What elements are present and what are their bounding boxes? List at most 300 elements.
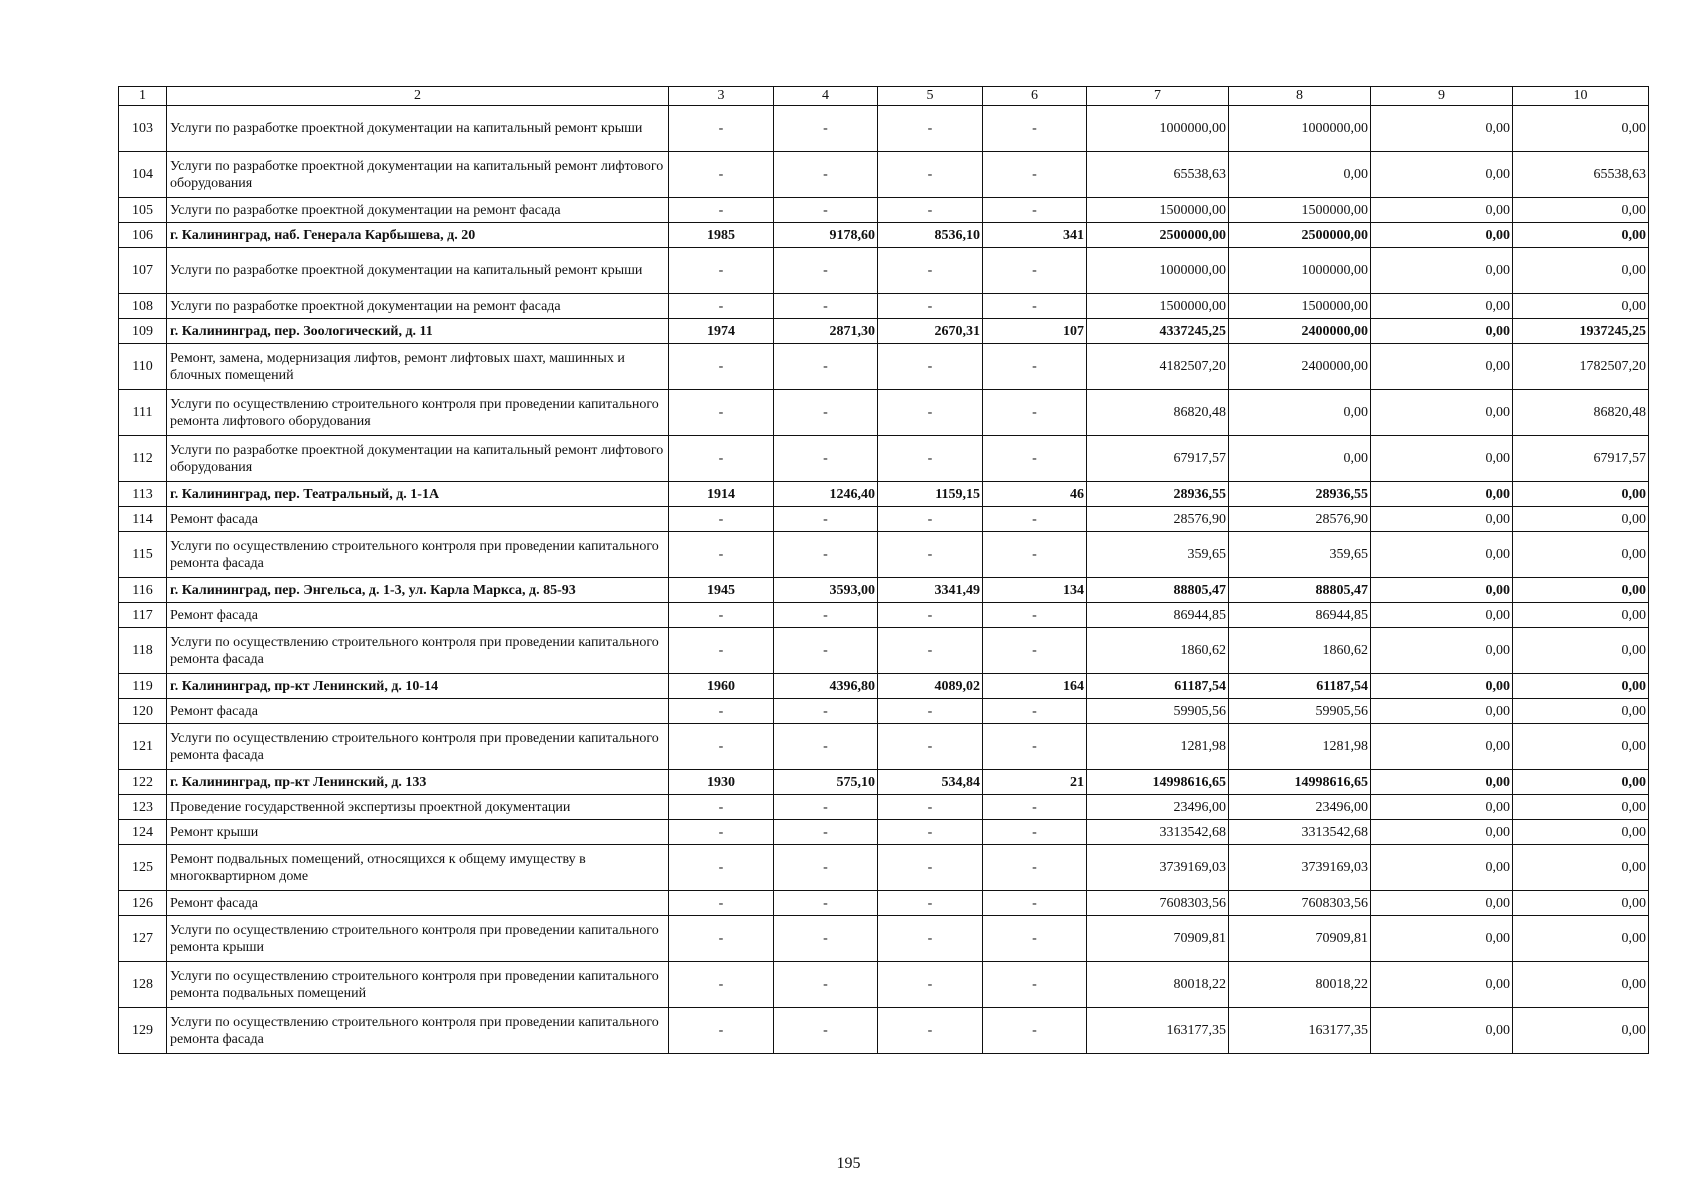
table-row (119, 820, 1649, 845)
table-row (119, 106, 1649, 152)
row-number: 118 (119, 628, 167, 674)
cell-col-4: 575,10 (774, 770, 878, 795)
cell-col-6: - (983, 916, 1087, 962)
cell-col-7: 28936,55 (1087, 482, 1229, 507)
table-row (119, 699, 1649, 724)
cell-col-10: 0,00 (1513, 962, 1649, 1008)
cell-col-8: 0,00 (1229, 436, 1371, 482)
cell-col-9: 0,00 (1371, 198, 1513, 223)
row-description: Услуги по осуществлению строительного контроля при проведении капитального ремонта фасада (167, 724, 669, 770)
cell-col-5: 1159,15 (878, 482, 983, 507)
cell-col-3: - (669, 795, 774, 820)
row-number: 107 (119, 248, 167, 294)
cell-col-10: 0,00 (1513, 916, 1649, 962)
cell-col-10: 0,00 (1513, 578, 1649, 603)
cell-col-10: 0,00 (1513, 532, 1649, 578)
row-description: Ремонт фасада (167, 891, 669, 916)
cell-col-5: - (878, 845, 983, 891)
row-number: 121 (119, 724, 167, 770)
column-number: 5 (878, 87, 983, 106)
cell-col-6: - (983, 532, 1087, 578)
cell-col-8: 86944,85 (1229, 603, 1371, 628)
cell-col-10: 0,00 (1513, 724, 1649, 770)
cell-col-6: - (983, 603, 1087, 628)
cell-col-6: 46 (983, 482, 1087, 507)
table-row (119, 1008, 1649, 1054)
cell-col-10: 0,00 (1513, 820, 1649, 845)
cell-col-3: - (669, 106, 774, 152)
cell-col-8: 359,65 (1229, 532, 1371, 578)
cell-col-4: - (774, 962, 878, 1008)
cell-col-4: - (774, 532, 878, 578)
column-number: 6 (983, 87, 1087, 106)
cell-col-5: - (878, 699, 983, 724)
cell-col-9: 0,00 (1371, 152, 1513, 198)
row-description: Услуги по разработке проектной документации на ремонт фасада (167, 294, 669, 319)
cell-col-6: 134 (983, 578, 1087, 603)
cell-col-8: 3313542,68 (1229, 820, 1371, 845)
cell-col-6: - (983, 198, 1087, 223)
cell-col-3: - (669, 390, 774, 436)
row-number: 125 (119, 845, 167, 891)
cell-col-8: 1000000,00 (1229, 106, 1371, 152)
cell-col-5: - (878, 507, 983, 532)
row-description: Услуги по разработке проектной документации на капитальный ремонт лифтового оборудования (167, 152, 669, 198)
cell-col-9: 0,00 (1371, 795, 1513, 820)
cell-col-7: 2500000,00 (1087, 223, 1229, 248)
row-number: 110 (119, 344, 167, 390)
cell-col-4: 1246,40 (774, 482, 878, 507)
cell-col-10: 0,00 (1513, 628, 1649, 674)
capital-repair-table (118, 86, 1649, 1054)
column-number: 9 (1371, 87, 1513, 106)
cell-col-3: - (669, 344, 774, 390)
table-row (119, 532, 1649, 578)
table-row (119, 962, 1649, 1008)
cell-col-8: 61187,54 (1229, 674, 1371, 699)
cell-col-7: 61187,54 (1087, 674, 1229, 699)
cell-col-3: - (669, 152, 774, 198)
cell-col-4: 9178,60 (774, 223, 878, 248)
row-number: 127 (119, 916, 167, 962)
cell-col-6: - (983, 152, 1087, 198)
column-number: 7 (1087, 87, 1229, 106)
cell-col-8: 0,00 (1229, 152, 1371, 198)
cell-col-9: 0,00 (1371, 1008, 1513, 1054)
cell-col-10: 65538,63 (1513, 152, 1649, 198)
cell-col-6: - (983, 820, 1087, 845)
cell-col-8: 23496,00 (1229, 795, 1371, 820)
cell-col-5: - (878, 152, 983, 198)
cell-col-3: - (669, 699, 774, 724)
cell-col-10: 0,00 (1513, 674, 1649, 699)
cell-col-4: - (774, 390, 878, 436)
row-number: 113 (119, 482, 167, 507)
cell-col-8: 14998616,65 (1229, 770, 1371, 795)
cell-col-9: 0,00 (1371, 106, 1513, 152)
cell-col-10: 0,00 (1513, 770, 1649, 795)
address-row (119, 770, 1649, 795)
table-row (119, 198, 1649, 223)
cell-col-7: 1500000,00 (1087, 294, 1229, 319)
table-row (119, 845, 1649, 891)
row-description: Ремонт крыши (167, 820, 669, 845)
cell-col-7: 359,65 (1087, 532, 1229, 578)
row-number: 104 (119, 152, 167, 198)
cell-col-7: 1000000,00 (1087, 106, 1229, 152)
cell-col-4: - (774, 724, 878, 770)
row-number: 129 (119, 1008, 167, 1054)
cell-col-9: 0,00 (1371, 962, 1513, 1008)
cell-col-5: 3341,49 (878, 578, 983, 603)
cell-col-6: - (983, 248, 1087, 294)
cell-col-10: 0,00 (1513, 482, 1649, 507)
cell-col-3: 1974 (669, 319, 774, 344)
cell-col-4: - (774, 891, 878, 916)
cell-col-4: - (774, 152, 878, 198)
row-description: Услуги по осуществлению строительного контроля при проведении капитального ремонта крыши (167, 916, 669, 962)
row-number: 123 (119, 795, 167, 820)
cell-col-8: 2400000,00 (1229, 319, 1371, 344)
cell-col-7: 86820,48 (1087, 390, 1229, 436)
cell-col-9: 0,00 (1371, 436, 1513, 482)
cell-col-9: 0,00 (1371, 390, 1513, 436)
cell-col-4: 2871,30 (774, 319, 878, 344)
cell-col-3: - (669, 962, 774, 1008)
column-number: 4 (774, 87, 878, 106)
cell-col-9: 0,00 (1371, 344, 1513, 390)
cell-col-4: - (774, 248, 878, 294)
row-number: 119 (119, 674, 167, 699)
table-row (119, 507, 1649, 532)
cell-col-10: 1937245,25 (1513, 319, 1649, 344)
cell-col-9: 0,00 (1371, 507, 1513, 532)
cell-col-8: 80018,22 (1229, 962, 1371, 1008)
cell-col-7: 1500000,00 (1087, 198, 1229, 223)
cell-col-8: 1281,98 (1229, 724, 1371, 770)
table-row (119, 628, 1649, 674)
cell-col-9: 0,00 (1371, 891, 1513, 916)
cell-col-10: 1782507,20 (1513, 344, 1649, 390)
cell-col-3: 1985 (669, 223, 774, 248)
cell-col-10: 0,00 (1513, 198, 1649, 223)
cell-col-3: - (669, 532, 774, 578)
cell-col-3: 1945 (669, 578, 774, 603)
cell-col-7: 1281,98 (1087, 724, 1229, 770)
cell-col-6: 107 (983, 319, 1087, 344)
cell-col-5: - (878, 820, 983, 845)
cell-col-6: - (983, 795, 1087, 820)
cell-col-6: - (983, 845, 1087, 891)
cell-col-7: 70909,81 (1087, 916, 1229, 962)
cell-col-6: - (983, 507, 1087, 532)
cell-col-4: 3593,00 (774, 578, 878, 603)
cell-col-7: 1000000,00 (1087, 248, 1229, 294)
cell-col-4: - (774, 699, 878, 724)
cell-col-5: - (878, 795, 983, 820)
column-number: 10 (1513, 87, 1649, 106)
table-row (119, 603, 1649, 628)
row-number: 126 (119, 891, 167, 916)
cell-col-4: - (774, 916, 878, 962)
cell-col-3: - (669, 845, 774, 891)
cell-col-8: 88805,47 (1229, 578, 1371, 603)
row-description: г. Калининград, наб. Генерала Карбышева, д. 20 (167, 223, 669, 248)
row-description: Ремонт, замена, модернизация лифтов, ремонт лифтовых шахт, машинных и блочных помещений (167, 344, 669, 390)
cell-col-9: 0,00 (1371, 248, 1513, 294)
row-description: Услуги по осуществлению строительного контроля при проведении капитального ремонта фасада (167, 532, 669, 578)
row-description: Услуги по разработке проектной документации на капитальный ремонт крыши (167, 248, 669, 294)
cell-col-8: 1000000,00 (1229, 248, 1371, 294)
cell-col-3: - (669, 628, 774, 674)
cell-col-5: - (878, 248, 983, 294)
cell-col-6: - (983, 436, 1087, 482)
column-number: 8 (1229, 87, 1371, 106)
row-number: 120 (119, 699, 167, 724)
table-row (119, 344, 1649, 390)
cell-col-4: - (774, 436, 878, 482)
table-row (119, 248, 1649, 294)
row-description: Услуги по осуществлению строительного контроля при проведении капитального ремонта лифтового оборудования (167, 390, 669, 436)
row-description: г. Калининград, пр-кт Ленинский, д. 10-14 (167, 674, 669, 699)
cell-col-6: - (983, 390, 1087, 436)
cell-col-9: 0,00 (1371, 603, 1513, 628)
cell-col-8: 163177,35 (1229, 1008, 1371, 1054)
cell-col-3: - (669, 198, 774, 223)
row-number: 112 (119, 436, 167, 482)
cell-col-5: - (878, 106, 983, 152)
cell-col-3: 1914 (669, 482, 774, 507)
row-number: 109 (119, 319, 167, 344)
cell-col-4: - (774, 1008, 878, 1054)
cell-col-5: 2670,31 (878, 319, 983, 344)
cell-col-5: - (878, 891, 983, 916)
cell-col-9: 0,00 (1371, 482, 1513, 507)
cell-col-4: - (774, 507, 878, 532)
cell-col-3: - (669, 603, 774, 628)
cell-col-5: - (878, 344, 983, 390)
cell-col-9: 0,00 (1371, 770, 1513, 795)
cell-col-9: 0,00 (1371, 724, 1513, 770)
row-description: Услуги по разработке проектной документации на капитальный ремонт крыши (167, 106, 669, 152)
cell-col-3: - (669, 820, 774, 845)
row-number: 116 (119, 578, 167, 603)
table-body (119, 87, 1649, 1054)
row-number: 105 (119, 198, 167, 223)
cell-col-7: 88805,47 (1087, 578, 1229, 603)
row-description: г. Калининград, пер. Зоологический, д. 11 (167, 319, 669, 344)
row-description: Услуги по осуществлению строительного контроля при проведении капитального ремонта фасада (167, 1008, 669, 1054)
cell-col-3: 1960 (669, 674, 774, 699)
cell-col-10: 0,00 (1513, 507, 1649, 532)
cell-col-7: 65538,63 (1087, 152, 1229, 198)
page-number: 195 (836, 1155, 861, 1172)
cell-col-4: - (774, 603, 878, 628)
table-row (119, 916, 1649, 962)
cell-col-8: 3739169,03 (1229, 845, 1371, 891)
cell-col-5: - (878, 436, 983, 482)
table-row (119, 294, 1649, 319)
cell-col-8: 2400000,00 (1229, 344, 1371, 390)
cell-col-3: - (669, 1008, 774, 1054)
cell-col-5: - (878, 916, 983, 962)
table-row (119, 436, 1649, 482)
cell-col-4: - (774, 106, 878, 152)
column-number: 3 (669, 87, 774, 106)
cell-col-3: - (669, 436, 774, 482)
cell-col-5: - (878, 198, 983, 223)
column-number: 1 (119, 87, 167, 106)
cell-col-5: - (878, 390, 983, 436)
cell-col-8: 0,00 (1229, 390, 1371, 436)
cell-col-8: 59905,56 (1229, 699, 1371, 724)
column-number-row (119, 87, 1649, 106)
cell-col-10: 0,00 (1513, 106, 1649, 152)
cell-col-7: 14998616,65 (1087, 770, 1229, 795)
address-row (119, 578, 1649, 603)
cell-col-10: 0,00 (1513, 1008, 1649, 1054)
address-row (119, 674, 1649, 699)
cell-col-8: 1500000,00 (1229, 294, 1371, 319)
row-description: Ремонт фасада (167, 603, 669, 628)
cell-col-4: 4396,80 (774, 674, 878, 699)
cell-col-5: - (878, 603, 983, 628)
cell-col-6: 341 (983, 223, 1087, 248)
cell-col-10: 67917,57 (1513, 436, 1649, 482)
column-number: 2 (167, 87, 669, 106)
cell-col-7: 23496,00 (1087, 795, 1229, 820)
cell-col-10: 0,00 (1513, 294, 1649, 319)
cell-col-9: 0,00 (1371, 674, 1513, 699)
cell-col-6: - (983, 628, 1087, 674)
row-number: 108 (119, 294, 167, 319)
cell-col-8: 1860,62 (1229, 628, 1371, 674)
cell-col-3: - (669, 507, 774, 532)
cell-col-7: 28576,90 (1087, 507, 1229, 532)
row-description: г. Калининград, пр-кт Ленинский, д. 133 (167, 770, 669, 795)
cell-col-9: 0,00 (1371, 916, 1513, 962)
cell-col-7: 3739169,03 (1087, 845, 1229, 891)
cell-col-3: - (669, 891, 774, 916)
row-number: 115 (119, 532, 167, 578)
row-description: Ремонт фасада (167, 507, 669, 532)
cell-col-3: - (669, 724, 774, 770)
cell-col-6: - (983, 294, 1087, 319)
row-description: г. Калининград, пер. Театральный, д. 1-1А (167, 482, 669, 507)
cell-col-5: - (878, 294, 983, 319)
address-row (119, 482, 1649, 507)
cell-col-7: 80018,22 (1087, 962, 1229, 1008)
cell-col-4: - (774, 198, 878, 223)
cell-col-5: - (878, 962, 983, 1008)
row-number: 124 (119, 820, 167, 845)
cell-col-5: 8536,10 (878, 223, 983, 248)
cell-col-9: 0,00 (1371, 294, 1513, 319)
row-description: Услуги по осуществлению строительного контроля при проведении капитального ремонта фасада (167, 628, 669, 674)
cell-col-10: 0,00 (1513, 223, 1649, 248)
cell-col-10: 0,00 (1513, 248, 1649, 294)
cell-col-7: 59905,56 (1087, 699, 1229, 724)
cell-col-5: - (878, 532, 983, 578)
cell-col-6: - (983, 891, 1087, 916)
cell-col-6: 21 (983, 770, 1087, 795)
cell-col-9: 0,00 (1371, 628, 1513, 674)
cell-col-9: 0,00 (1371, 578, 1513, 603)
cell-col-9: 0,00 (1371, 223, 1513, 248)
cell-col-5: - (878, 628, 983, 674)
cell-col-6: - (983, 724, 1087, 770)
cell-col-3: - (669, 248, 774, 294)
cell-col-9: 0,00 (1371, 845, 1513, 891)
row-description: Услуги по разработке проектной документации на ремонт фасада (167, 198, 669, 223)
cell-col-4: - (774, 294, 878, 319)
cell-col-7: 7608303,56 (1087, 891, 1229, 916)
cell-col-10: 0,00 (1513, 699, 1649, 724)
cell-col-4: - (774, 628, 878, 674)
cell-col-4: - (774, 820, 878, 845)
cell-col-4: - (774, 344, 878, 390)
address-row (119, 319, 1649, 344)
cell-col-5: 534,84 (878, 770, 983, 795)
cell-col-3: - (669, 294, 774, 319)
cell-col-7: 163177,35 (1087, 1008, 1229, 1054)
cell-col-10: 0,00 (1513, 845, 1649, 891)
cell-col-6: - (983, 344, 1087, 390)
cell-col-8: 28576,90 (1229, 507, 1371, 532)
table-row (119, 390, 1649, 436)
cell-col-6: 164 (983, 674, 1087, 699)
row-description: Проведение государственной экспертизы проектной документации (167, 795, 669, 820)
cell-col-5: - (878, 1008, 983, 1054)
row-number: 111 (119, 390, 167, 436)
cell-col-7: 86944,85 (1087, 603, 1229, 628)
row-number: 114 (119, 507, 167, 532)
row-number: 128 (119, 962, 167, 1008)
cell-col-7: 1860,62 (1087, 628, 1229, 674)
cell-col-8: 28936,55 (1229, 482, 1371, 507)
cell-col-4: - (774, 795, 878, 820)
cell-col-5: - (878, 724, 983, 770)
row-description: Ремонт фасада (167, 699, 669, 724)
cell-col-8: 1500000,00 (1229, 198, 1371, 223)
cell-col-3: 1930 (669, 770, 774, 795)
cell-col-7: 3313542,68 (1087, 820, 1229, 845)
cell-col-8: 7608303,56 (1229, 891, 1371, 916)
cell-col-5: 4089,02 (878, 674, 983, 699)
table-row (119, 724, 1649, 770)
cell-col-6: - (983, 962, 1087, 1008)
cell-col-10: 86820,48 (1513, 390, 1649, 436)
address-row (119, 223, 1649, 248)
row-number: 122 (119, 770, 167, 795)
cell-col-3: - (669, 916, 774, 962)
cell-col-7: 67917,57 (1087, 436, 1229, 482)
cell-col-8: 70909,81 (1229, 916, 1371, 962)
table-row (119, 891, 1649, 916)
row-description: Услуги по разработке проектной документации на капитальный ремонт лифтового оборудования (167, 436, 669, 482)
cell-col-10: 0,00 (1513, 603, 1649, 628)
row-description: Ремонт подвальных помещений, относящихся к общему имуществу в многоквартирном доме (167, 845, 669, 891)
cell-col-9: 0,00 (1371, 319, 1513, 344)
cell-col-9: 0,00 (1371, 699, 1513, 724)
cell-col-8: 2500000,00 (1229, 223, 1371, 248)
cell-col-6: - (983, 699, 1087, 724)
row-description: г. Калининград, пер. Энгельса, д. 1-3, ул. Карла Маркса, д. 85-93 (167, 578, 669, 603)
row-number: 106 (119, 223, 167, 248)
table-row (119, 152, 1649, 198)
cell-col-6: - (983, 1008, 1087, 1054)
cell-col-6: - (983, 106, 1087, 152)
